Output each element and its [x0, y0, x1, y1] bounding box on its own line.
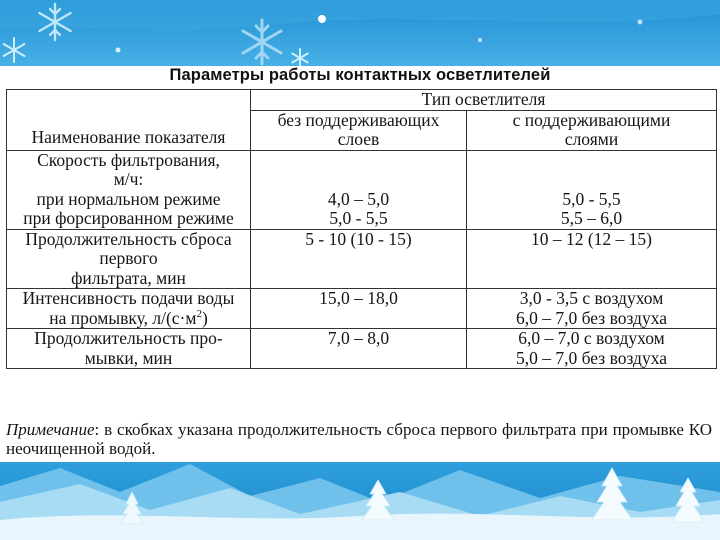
footnote-text: : в скобках указана продолжительность сброса первого фильтрата при промывке КО неочищенной водой. — [6, 420, 712, 458]
row-name-cell: Интенсивность подачи воды на промывку, $л/(с\cdot м^2)$ — [7, 289, 251, 329]
value-cell: 5 - 10 (10 - 15) — [251, 229, 467, 289]
value-cell: 3,0 - 3,5 с воздухом 6,0 – 7,0 без воздуха — [467, 289, 717, 329]
page-title: Параметры работы контактных осветлителей — [169, 66, 551, 84]
row-name-cell: Продолжительность про- мывки, мин — [7, 329, 251, 369]
winter-header-background — [0, 0, 720, 66]
table-row — [7, 289, 717, 329]
column-header-without-layers: без поддерживающих слоев — [251, 110, 467, 150]
table-row — [7, 329, 717, 369]
table-row — [7, 229, 717, 289]
footnote-label: Примечание — [6, 420, 95, 439]
row-name-cell: Продолжительность сброса первого фильтрата, мин — [7, 229, 251, 289]
column-header-group: Тип осветлителя — [251, 90, 717, 111]
column-header-name: Наименование показателя — [7, 90, 251, 151]
column-header-with-layers: с поддерживающими слоями — [467, 110, 717, 150]
row-name-cell: Скорость фильтрования, м/ч: при нормальном режиме при форсированном режиме — [7, 150, 251, 229]
snow-dot-icon — [318, 15, 326, 23]
parameters-table — [6, 89, 717, 369]
value-cell: 15,0 – 18,0 — [251, 289, 467, 329]
table-row — [7, 150, 717, 229]
value-cell: 10 – 12 (12 – 15) — [467, 229, 717, 289]
slide-content — [0, 66, 720, 466]
winter-footer-background — [0, 462, 720, 540]
value-cell: 5,0 - 5,5 5,5 – 6,0 — [467, 150, 717, 229]
table-header-row — [7, 90, 717, 111]
value-cell: 6,0 – 7,0 с воздухом 5,0 – 7,0 без воздуха — [467, 329, 717, 369]
value-cell: 7,0 – 8,0 — [251, 329, 467, 369]
table-footnote — [6, 420, 712, 458]
value-cell: 4,0 – 5,0 5,0 - 5,5 — [251, 150, 467, 229]
